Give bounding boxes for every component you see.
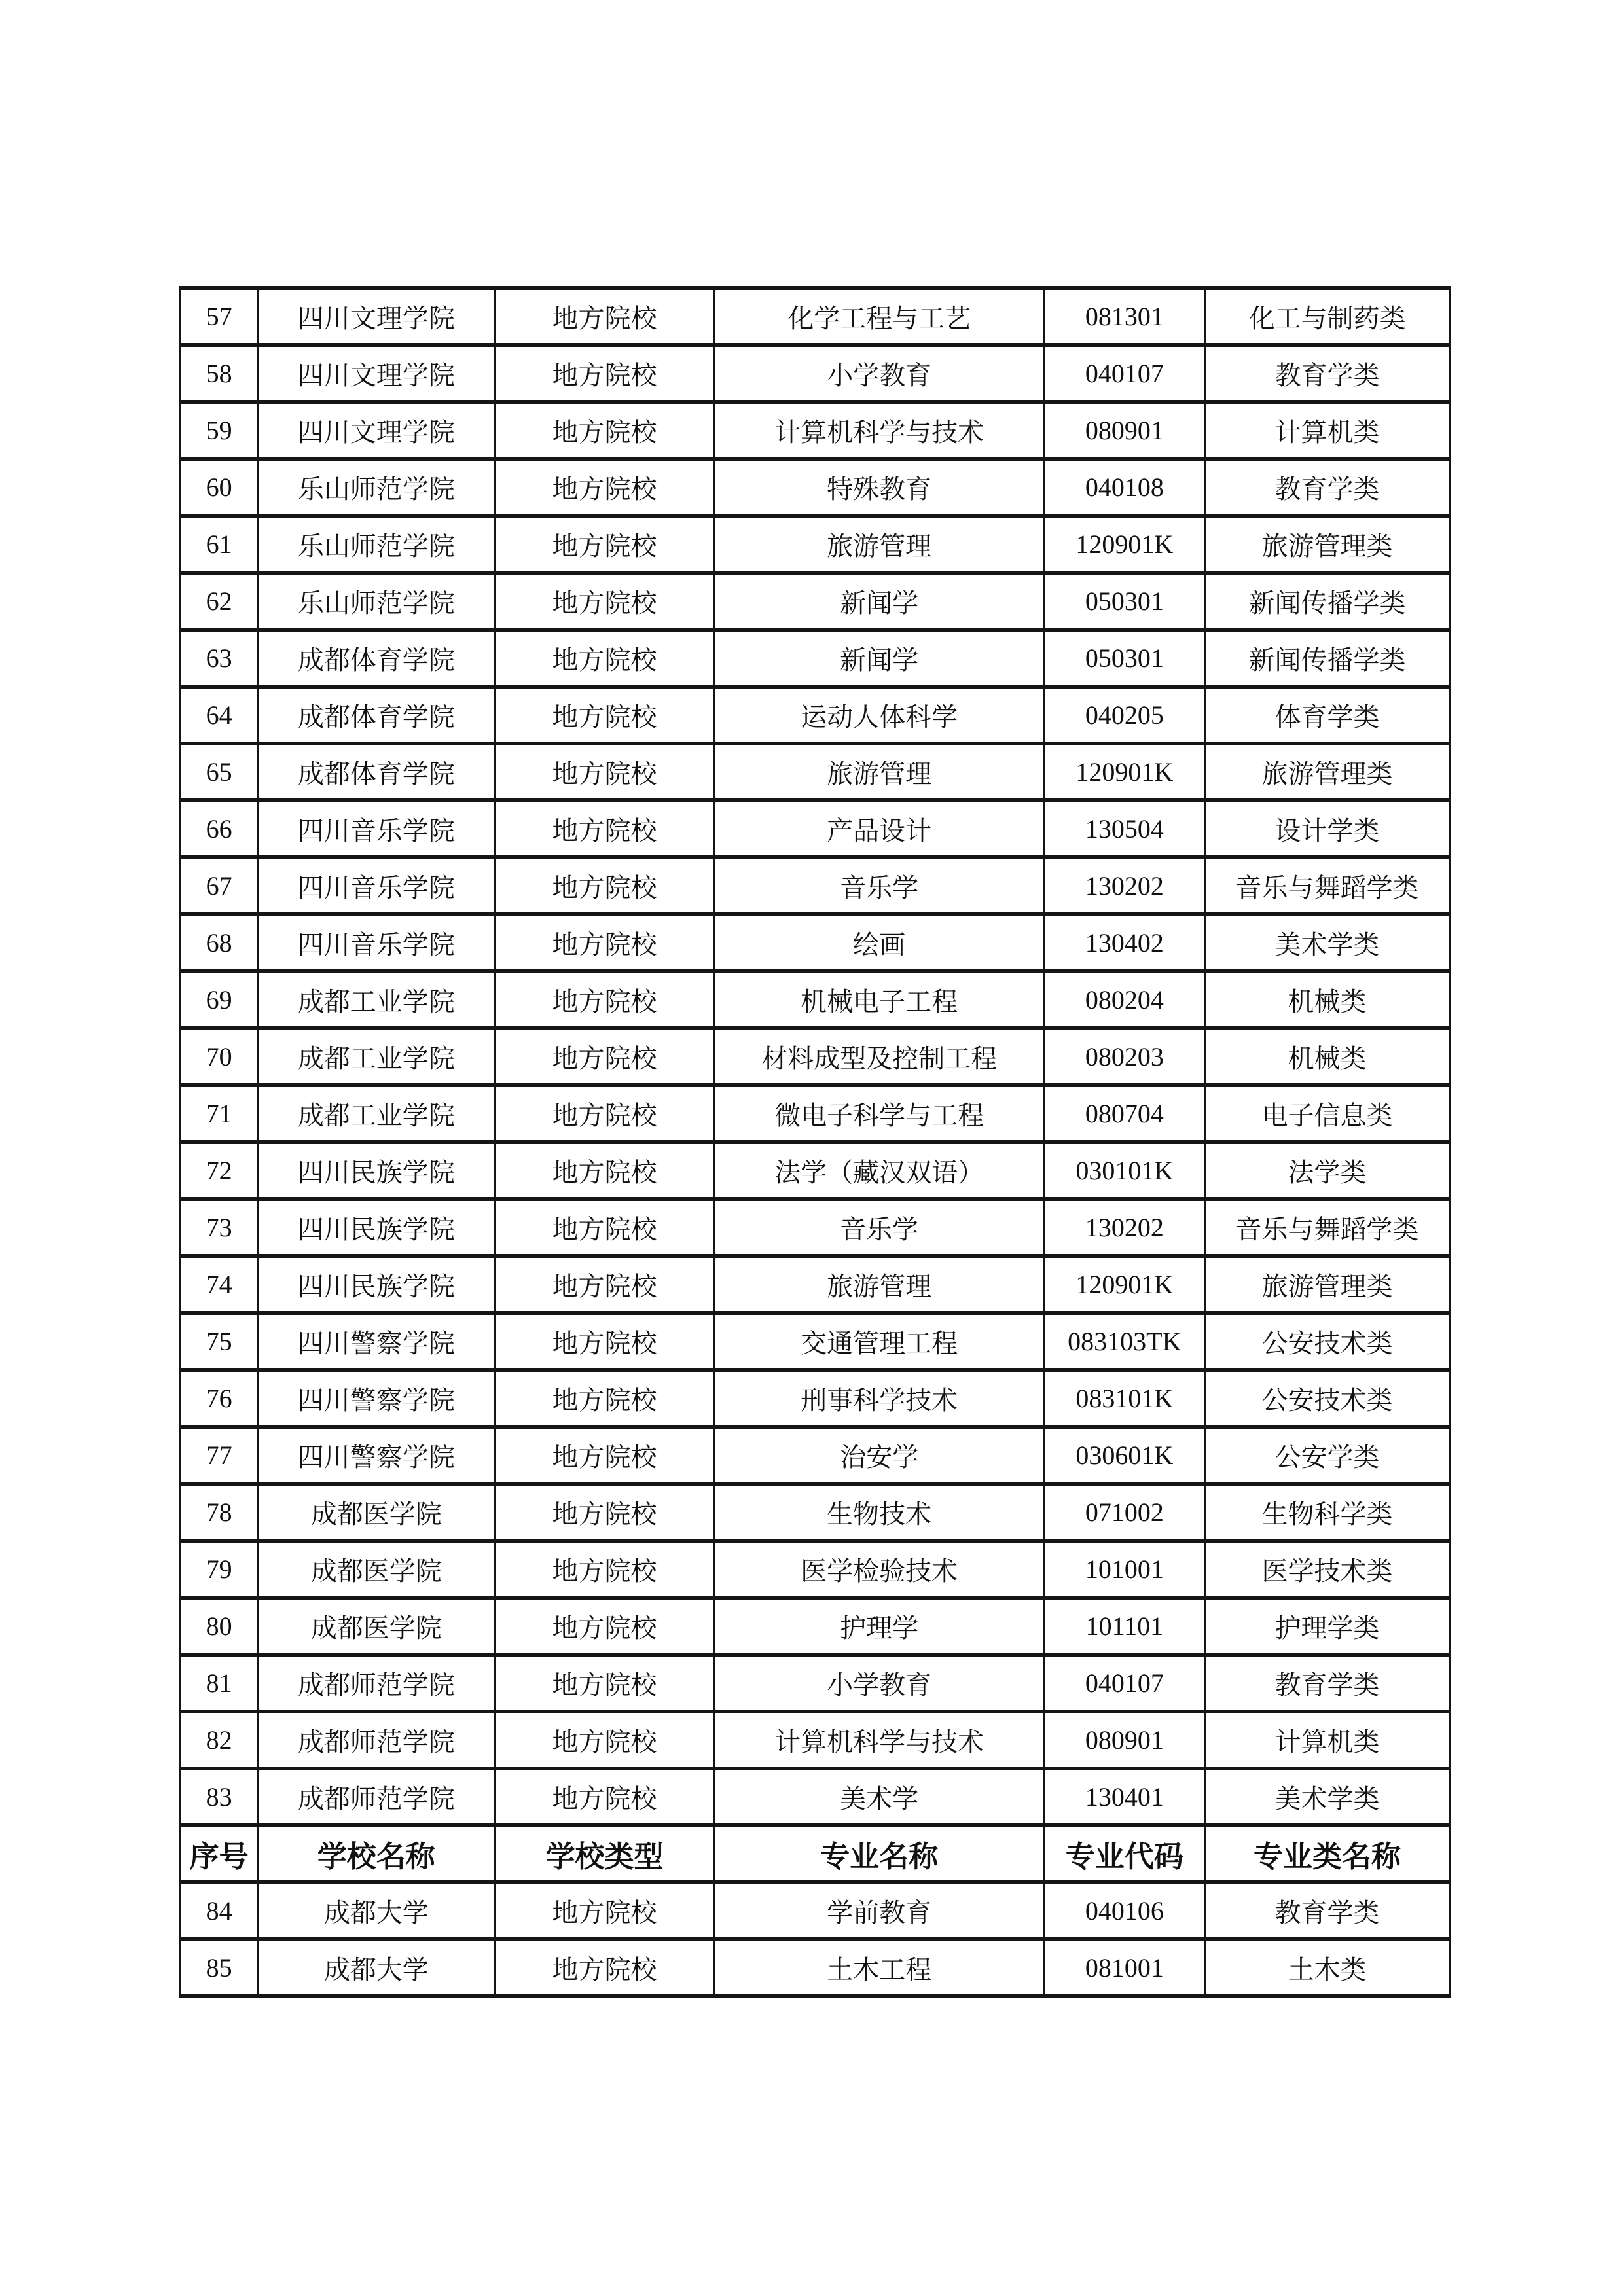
table-cell: 电子信息类 (1205, 1085, 1450, 1142)
table-cell: 学前教育 (714, 1882, 1044, 1939)
table-row (180, 1768, 1450, 1825)
table-row (180, 516, 1450, 573)
table-row (180, 573, 1450, 630)
table-cell: 计算机科学与技术 (714, 402, 1044, 459)
table-cell: 音乐与舞蹈学类 (1205, 1199, 1450, 1256)
table-row (180, 1939, 1450, 1996)
table-cell: 土木工程 (714, 1939, 1044, 1996)
table-cell: 计算机类 (1205, 402, 1450, 459)
table-cell: 地方院校 (495, 402, 714, 459)
table-cell: 040107 (1044, 345, 1204, 402)
table-cell: 69 (180, 971, 258, 1028)
table-cell: 101001 (1044, 1541, 1204, 1598)
table-cell: 地方院校 (495, 1085, 714, 1142)
table-cell: 地方院校 (495, 1882, 714, 1939)
table-cell: 微电子科学与工程 (714, 1085, 1044, 1142)
table-cell: 083101K (1044, 1370, 1204, 1427)
table-cell: 83 (180, 1768, 258, 1825)
table-cell: 75 (180, 1313, 258, 1370)
table-cell: 地方院校 (495, 800, 714, 857)
column-header: 序号 (180, 1825, 258, 1882)
table-row (180, 1085, 1450, 1142)
table-cell: 旅游管理类 (1205, 1256, 1450, 1313)
table-cell: 58 (180, 345, 258, 402)
table-row (180, 1882, 1450, 1939)
table-cell: 法学（藏汉双语） (714, 1142, 1044, 1199)
table-cell: 083103TK (1044, 1313, 1204, 1370)
table-cell: 65 (180, 744, 258, 800)
table-cell: 地方院校 (495, 1142, 714, 1199)
table-cell: 小学教育 (714, 345, 1044, 402)
table-cell: 地方院校 (495, 573, 714, 630)
table-cell: 地方院校 (495, 1427, 714, 1484)
table-row (180, 1598, 1450, 1655)
table-cell: 130402 (1044, 914, 1204, 971)
table-cell: 教育学类 (1205, 1655, 1450, 1712)
table-cell: 成都工业学院 (258, 1028, 495, 1085)
table-cell: 050301 (1044, 630, 1204, 687)
table-cell: 绘画 (714, 914, 1044, 971)
table-cell: 081301 (1044, 288, 1204, 345)
table-cell: 治安学 (714, 1427, 1044, 1484)
table-cell: 59 (180, 402, 258, 459)
column-header: 专业类名称 (1205, 1825, 1450, 1882)
table-cell: 79 (180, 1541, 258, 1598)
table-cell: 成都体育学院 (258, 744, 495, 800)
table-cell: 040205 (1044, 687, 1204, 744)
table-cell: 运动人体科学 (714, 687, 1044, 744)
table-cell: 67 (180, 857, 258, 914)
table-cell: 美术学类 (1205, 1768, 1450, 1825)
table-cell: 四川音乐学院 (258, 857, 495, 914)
table-row (180, 1313, 1450, 1370)
table-row (180, 1142, 1450, 1199)
table-cell: 成都师范学院 (258, 1768, 495, 1825)
table-cell: 特殊教育 (714, 459, 1044, 516)
table-cell: 旅游管理 (714, 1256, 1044, 1313)
header-row (180, 1825, 1450, 1882)
table-cell: 地方院校 (495, 459, 714, 516)
table-cell: 57 (180, 288, 258, 345)
table-cell: 音乐与舞蹈学类 (1205, 857, 1450, 914)
table-cell: 化学工程与工艺 (714, 288, 1044, 345)
table-row (180, 1484, 1450, 1541)
table-cell: 130202 (1044, 1199, 1204, 1256)
table-row (180, 459, 1450, 516)
majors-table (179, 286, 1451, 1998)
table-cell: 旅游管理类 (1205, 516, 1450, 573)
table-cell: 040106 (1044, 1882, 1204, 1939)
table-cell: 旅游管理 (714, 744, 1044, 800)
column-header: 学校名称 (258, 1825, 495, 1882)
table-cell: 050301 (1044, 573, 1204, 630)
table-cell: 乐山师范学院 (258, 516, 495, 573)
table-cell: 120901K (1044, 744, 1204, 800)
table-cell: 成都师范学院 (258, 1655, 495, 1712)
table-cell: 法学类 (1205, 1142, 1450, 1199)
table-cell: 成都工业学院 (258, 1085, 495, 1142)
table-cell: 音乐学 (714, 1199, 1044, 1256)
table-cell: 交通管理工程 (714, 1313, 1044, 1370)
table-cell: 72 (180, 1142, 258, 1199)
table-cell: 81 (180, 1655, 258, 1712)
table-cell: 成都师范学院 (258, 1712, 495, 1768)
table-cell: 四川警察学院 (258, 1313, 495, 1370)
table-cell: 73 (180, 1199, 258, 1256)
table-cell: 乐山师范学院 (258, 459, 495, 516)
table-cell: 机械电子工程 (714, 971, 1044, 1028)
table-cell: 地方院校 (495, 1598, 714, 1655)
table-body (180, 288, 1450, 1996)
table-cell: 62 (180, 573, 258, 630)
table-cell: 地方院校 (495, 1655, 714, 1712)
table-cell: 新闻传播学类 (1205, 573, 1450, 630)
table-cell: 地方院校 (495, 857, 714, 914)
table-cell: 地方院校 (495, 1370, 714, 1427)
table-cell: 地方院校 (495, 1768, 714, 1825)
table-cell: 成都大学 (258, 1882, 495, 1939)
table-cell: 71 (180, 1085, 258, 1142)
table-cell: 64 (180, 687, 258, 744)
table-cell: 教育学类 (1205, 459, 1450, 516)
table-cell: 教育学类 (1205, 345, 1450, 402)
table-cell: 音乐学 (714, 857, 1044, 914)
table-cell: 四川文理学院 (258, 402, 495, 459)
table-cell: 120901K (1044, 516, 1204, 573)
table-cell: 76 (180, 1370, 258, 1427)
table-cell: 公安学类 (1205, 1427, 1450, 1484)
table-cell: 成都医学院 (258, 1484, 495, 1541)
table-cell: 计算机类 (1205, 1712, 1450, 1768)
table-row (180, 630, 1450, 687)
table-cell: 130401 (1044, 1768, 1204, 1825)
table-cell: 60 (180, 459, 258, 516)
table-cell: 化工与制药类 (1205, 288, 1450, 345)
table-cell: 081001 (1044, 1939, 1204, 1996)
table-row (180, 288, 1450, 345)
table-cell: 四川民族学院 (258, 1142, 495, 1199)
table-cell: 四川文理学院 (258, 345, 495, 402)
table-cell: 68 (180, 914, 258, 971)
table-cell: 土木类 (1205, 1939, 1450, 1996)
table-cell: 四川警察学院 (258, 1370, 495, 1427)
table-row (180, 402, 1450, 459)
table-cell: 030601K (1044, 1427, 1204, 1484)
table-cell: 地方院校 (495, 914, 714, 971)
table-row (180, 914, 1450, 971)
table-cell: 医学技术类 (1205, 1541, 1450, 1598)
table-cell: 080901 (1044, 1712, 1204, 1768)
table-cell: 医学检验技术 (714, 1541, 1044, 1598)
table-cell: 080704 (1044, 1085, 1204, 1142)
table-cell: 80 (180, 1598, 258, 1655)
column-header: 学校类型 (495, 1825, 714, 1882)
table-cell: 护理学类 (1205, 1598, 1450, 1655)
table-cell: 成都大学 (258, 1939, 495, 1996)
table-row (180, 744, 1450, 800)
table-cell: 84 (180, 1882, 258, 1939)
table-row (180, 857, 1450, 914)
table-cell: 080203 (1044, 1028, 1204, 1085)
table-row (180, 971, 1450, 1028)
table-cell: 机械类 (1205, 1028, 1450, 1085)
table-cell: 美术学类 (1205, 914, 1450, 971)
table-cell: 77 (180, 1427, 258, 1484)
table-cell: 地方院校 (495, 1939, 714, 1996)
table-cell: 公安技术类 (1205, 1313, 1450, 1370)
table-cell: 地方院校 (495, 971, 714, 1028)
table-cell: 护理学 (714, 1598, 1044, 1655)
table-cell: 地方院校 (495, 744, 714, 800)
table-cell: 新闻学 (714, 573, 1044, 630)
table-cell: 120901K (1044, 1256, 1204, 1313)
table-cell: 教育学类 (1205, 1882, 1450, 1939)
table-cell: 体育学类 (1205, 687, 1450, 744)
table-cell: 61 (180, 516, 258, 573)
table-cell: 四川音乐学院 (258, 800, 495, 857)
table-cell: 地方院校 (495, 1541, 714, 1598)
column-header: 专业名称 (714, 1825, 1044, 1882)
table-cell: 地方院校 (495, 1313, 714, 1370)
table-cell: 美术学 (714, 1768, 1044, 1825)
table-cell: 四川民族学院 (258, 1199, 495, 1256)
table-cell: 地方院校 (495, 516, 714, 573)
table-cell: 地方院校 (495, 1199, 714, 1256)
table-cell: 四川民族学院 (258, 1256, 495, 1313)
table-cell: 080204 (1044, 971, 1204, 1028)
table-cell: 82 (180, 1712, 258, 1768)
table-cell: 74 (180, 1256, 258, 1313)
table-row (180, 1427, 1450, 1484)
table-row (180, 1655, 1450, 1712)
table-cell: 101101 (1044, 1598, 1204, 1655)
table-row (180, 1541, 1450, 1598)
table-cell: 旅游管理类 (1205, 744, 1450, 800)
table-cell: 130504 (1044, 800, 1204, 857)
table-cell: 地方院校 (495, 630, 714, 687)
table-cell: 080901 (1044, 402, 1204, 459)
table-cell: 刑事科学技术 (714, 1370, 1044, 1427)
table-cell: 成都医学院 (258, 1541, 495, 1598)
table-cell: 地方院校 (495, 1028, 714, 1085)
table-row (180, 1370, 1450, 1427)
table-cell: 成都体育学院 (258, 630, 495, 687)
table-cell: 地方院校 (495, 288, 714, 345)
table-row (180, 1199, 1450, 1256)
table-cell: 成都体育学院 (258, 687, 495, 744)
table-row (180, 1712, 1450, 1768)
column-header: 专业代码 (1044, 1825, 1204, 1882)
table-cell: 小学教育 (714, 1655, 1044, 1712)
table-cell: 130202 (1044, 857, 1204, 914)
table-cell: 70 (180, 1028, 258, 1085)
table-cell: 四川警察学院 (258, 1427, 495, 1484)
table-cell: 乐山师范学院 (258, 573, 495, 630)
table-cell: 040107 (1044, 1655, 1204, 1712)
table-cell: 旅游管理 (714, 516, 1044, 573)
table-row (180, 800, 1450, 857)
table-cell: 030101K (1044, 1142, 1204, 1199)
table-cell: 四川音乐学院 (258, 914, 495, 971)
table-cell: 地方院校 (495, 1484, 714, 1541)
table-cell: 生物技术 (714, 1484, 1044, 1541)
table-cell: 040108 (1044, 459, 1204, 516)
table-cell: 63 (180, 630, 258, 687)
table-cell: 成都工业学院 (258, 971, 495, 1028)
table-cell: 计算机科学与技术 (714, 1712, 1044, 1768)
table-cell: 新闻传播学类 (1205, 630, 1450, 687)
table-cell: 材料成型及控制工程 (714, 1028, 1044, 1085)
table-row (180, 1028, 1450, 1085)
table-row (180, 1256, 1450, 1313)
table-cell: 四川文理学院 (258, 288, 495, 345)
table-row (180, 687, 1450, 744)
table-cell: 机械类 (1205, 971, 1450, 1028)
table-cell: 产品设计 (714, 800, 1044, 857)
table-cell: 地方院校 (495, 1712, 714, 1768)
table-cell: 地方院校 (495, 1256, 714, 1313)
table-cell: 成都医学院 (258, 1598, 495, 1655)
table-cell: 071002 (1044, 1484, 1204, 1541)
table-cell: 78 (180, 1484, 258, 1541)
table-cell: 公安技术类 (1205, 1370, 1450, 1427)
table-row (180, 345, 1450, 402)
table-cell: 设计学类 (1205, 800, 1450, 857)
table-cell: 地方院校 (495, 345, 714, 402)
table-cell: 新闻学 (714, 630, 1044, 687)
table-cell: 85 (180, 1939, 258, 1996)
table-cell: 地方院校 (495, 687, 714, 744)
table-cell: 生物科学类 (1205, 1484, 1450, 1541)
table-cell: 66 (180, 800, 258, 857)
